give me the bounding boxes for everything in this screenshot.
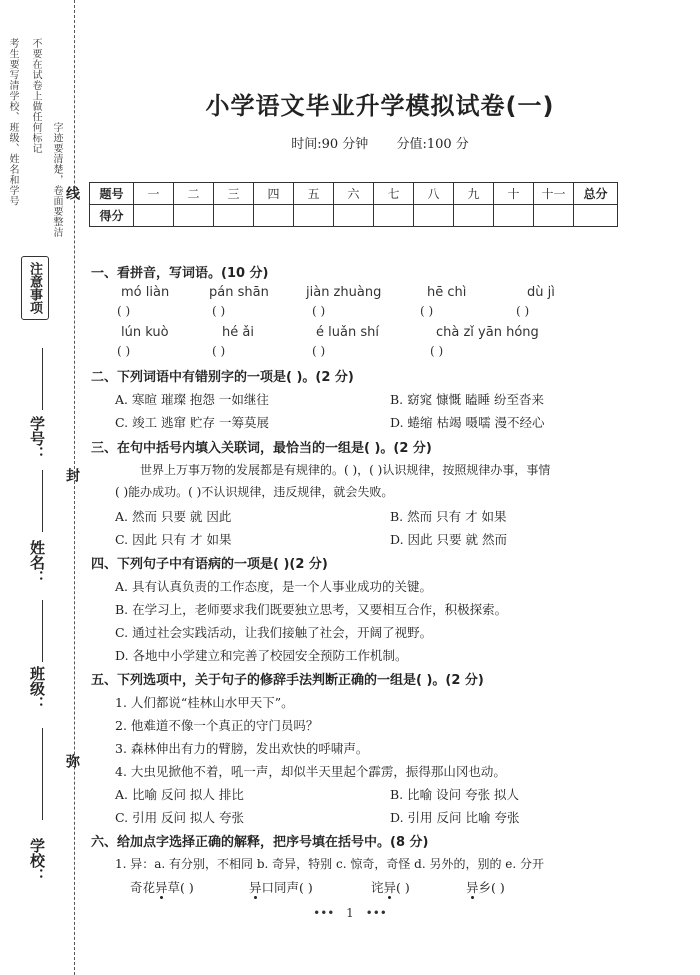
score-col-5: 五 (294, 183, 334, 205)
q6-word-3-post: ( ) (396, 880, 410, 895)
q1-answer-blank[interactable]: ( ) (212, 304, 226, 318)
class-fill-line[interactable] (42, 600, 43, 662)
score-col-4: 四 (254, 183, 294, 205)
q5-sentence-1: 1. 人们都说“桂林山水甲天下”。 (115, 695, 294, 710)
score-col-1: 一 (134, 183, 174, 205)
number-fill-line[interactable] (42, 348, 43, 410)
q6-word-1-pre: 奇花 (130, 880, 156, 895)
q1-pinyin: é luǎn shí (316, 325, 379, 340)
school-fill-line[interactable] (42, 728, 43, 820)
score-table-score-row (90, 205, 618, 227)
q1-pinyin: lún kuò (121, 325, 169, 340)
q1-pinyin: jiàn zhuàng (306, 285, 382, 300)
score-cell[interactable] (134, 205, 174, 227)
q3-heading: 三、在句中括号内填入关联词，最恰当的一组是( )。(2 分) (91, 441, 432, 456)
q6-item-1-definitions: 1. 异：a. 有分别，不相同 b. 奇异，特别 c. 惊奇，奇怪 d. 另外的，别的 e. 分开 (115, 857, 545, 871)
score-col-total: 总分 (574, 183, 618, 205)
q4-option-b[interactable]: B. 在学习上，老师要求我们既要独立思考，又要相互合作，积极探索。 (115, 602, 508, 617)
q5-heading: 五、下列选项中，关于句子的修辞手法判断正确的一组是( )。(2 分) (91, 673, 484, 688)
notice-text-2: 不要在试卷上做任何标记 (30, 38, 41, 154)
q1-pinyin: dù jì (527, 285, 555, 300)
q2-heading: 二、下列词语中有错别字的一项是( )。(2 分) (91, 370, 354, 385)
score-cell[interactable] (174, 205, 214, 227)
score-cell[interactable] (214, 205, 254, 227)
score-cell[interactable] (494, 205, 534, 227)
q5-option-c[interactable]: C. 引用 反问 拟人 夸张 (115, 810, 244, 825)
q1-pinyin: mó liàn (121, 285, 170, 300)
score-cell[interactable] (334, 205, 374, 227)
q5-option-a[interactable]: A. 比喻 反问 拟人 排比 (115, 787, 244, 802)
q6-word-4-post: 乡( ) (478, 880, 505, 895)
q6-word-3-pre: 诧 (371, 880, 384, 895)
q1-answer-blank[interactable]: ( ) (420, 304, 434, 318)
q1-answer-blank[interactable]: ( ) (516, 304, 530, 318)
score-col-6: 六 (334, 183, 374, 205)
q1-pinyin: pán shān (209, 285, 269, 300)
q6-word-3[interactable] (371, 878, 410, 896)
q5-sentence-3: 3. 森林伸出有力的臂膀，发出欢快的呼啸声。 (115, 741, 369, 756)
page-title: 小学语文毕业升学模拟试卷(一) (205, 92, 555, 120)
q2-option-a[interactable]: A. 寒暄 璀璨 抱怨 一如继往 (115, 392, 269, 407)
q5-option-d[interactable]: D. 引用 反问 比喻 夸张 (390, 810, 520, 825)
dots-icon: ••• (365, 906, 387, 920)
emphasis-dot-char: 异 (249, 880, 262, 895)
emphasis-dot-char: 异 (383, 880, 397, 895)
q1-heading: 一、看拼音，写词语。(10 分) (91, 266, 269, 281)
score-cell[interactable] (294, 205, 334, 227)
exam-score: 分值:100 分 (396, 137, 469, 152)
score-col-10: 十 (494, 183, 534, 205)
score-cell[interactable] (454, 205, 494, 227)
seal-mi: 弥 (64, 754, 80, 768)
exam-info (100, 133, 660, 152)
emphasis-dot-char: 异 (155, 880, 168, 895)
q1-answer-blank[interactable]: ( ) (117, 304, 131, 318)
score-col-9: 九 (454, 183, 494, 205)
q1-answer-blank[interactable]: ( ) (312, 344, 326, 358)
q4-heading: 四、下列句子中有语病的一项是( )(2 分) (91, 557, 328, 572)
q1-pinyin: hē chì (427, 285, 467, 300)
score-col-3: 三 (214, 183, 254, 205)
school-label: 学校： (28, 838, 46, 883)
seal-xian: 线 (64, 186, 80, 200)
seal-feng: 封 (64, 468, 80, 482)
score-cell[interactable] (574, 205, 618, 227)
seal-line (74, 0, 75, 975)
name-label: 姓名： (28, 540, 46, 585)
score-table (89, 182, 618, 227)
score-col-2: 二 (174, 183, 214, 205)
q2-option-c[interactable]: C. 竣工 逃窜 贮存 一筹莫展 (115, 415, 269, 430)
notice-text-3: 字迹要清楚，卷面要整洁 (51, 122, 62, 238)
q6-word-4[interactable] (466, 878, 505, 896)
score-cell[interactable] (534, 205, 574, 227)
score-table-row2-label: 得分 (90, 205, 134, 227)
q6-word-1-post: 草( ) (167, 880, 194, 895)
q4-option-d[interactable]: D. 各地中小学建立和完善了校园安全预防工作机制。 (115, 648, 408, 663)
q5-sentence-2: 2. 他难道不像一个真正的守门员吗？ (115, 718, 319, 733)
notice-label: 注意事项 (27, 262, 42, 314)
q3-passage-line1: 世界上万事万物的发展都是有规律的。( )，( )认识规律，按照规律办事，事情 (140, 463, 551, 477)
q3-option-a[interactable]: A. 然而 只要 就 因此 (115, 509, 232, 524)
name-fill-line[interactable] (42, 470, 43, 532)
q1-answer-blank[interactable]: ( ) (312, 304, 326, 318)
q5-option-b[interactable]: B. 比喻 设问 夸张 拟人 (390, 787, 520, 802)
score-col-8: 八 (414, 183, 454, 205)
score-col-11: 十一 (534, 183, 574, 205)
q2-option-b[interactable]: B. 窈窕 慷慨 瞌睡 纷至沓来 (390, 392, 545, 407)
score-cell[interactable] (374, 205, 414, 227)
q3-option-b[interactable]: B. 然而 只有 才 如果 (390, 509, 507, 524)
score-cell[interactable] (254, 205, 294, 227)
q1-answer-blank[interactable]: ( ) (212, 344, 226, 358)
notice-text-1: 考生要写清学校、班级、姓名和学号 (7, 38, 18, 206)
q3-option-c[interactable]: C. 因此 只有 才 如果 (115, 532, 232, 547)
q5-sentence-4: 4. 大虫见掀他不着，吼一声，却似半天里起个霹雳，振得那山冈也动。 (115, 764, 506, 779)
score-table-header-row (90, 183, 618, 205)
score-col-7: 七 (374, 183, 414, 205)
q3-passage-line2: ( )能办成功。( )不认识规律，违反规律，就会失败。 (115, 485, 394, 499)
q6-heading: 六、给加点字选择正确的解释，把序号填在括号中。(8 分) (91, 835, 429, 850)
q6-word-2[interactable] (249, 878, 313, 896)
page-number-value: 1 (346, 906, 354, 920)
q2-option-d[interactable]: D. 蜷缩 枯竭 嗫嚅 漫不经心 (390, 415, 545, 430)
exam-time: 时间:90 分钟 (291, 137, 369, 152)
dots-icon: ••• (313, 906, 335, 920)
q1-pinyin: hé ǎi (222, 325, 254, 340)
q4-option-c[interactable]: C. 通过社会实践活动，让我们接触了社会，开阔了视野。 (115, 625, 433, 640)
score-table-row1-label: 题号 (90, 183, 134, 205)
q1-pinyin: chà zǐ yān hóng (436, 325, 539, 340)
number-label: 学号： (28, 416, 46, 461)
class-label: 班级： (28, 666, 46, 711)
q4-option-a[interactable]: A. 具有认真负责的工作态度，是一个人事业成功的关键。 (115, 579, 432, 594)
q1-answer-blank[interactable]: ( ) (117, 344, 131, 358)
q1-answer-blank-wide[interactable]: ( ) (430, 344, 444, 358)
q3-option-d[interactable]: D. 因此 只要 就 然而 (390, 532, 507, 547)
q6-word-1[interactable] (130, 878, 194, 896)
q6-word-2-post: 口同声( ) (261, 880, 313, 895)
emphasis-dot-char: 异 (466, 880, 479, 895)
page-number (0, 906, 700, 920)
score-cell[interactable] (414, 205, 454, 227)
